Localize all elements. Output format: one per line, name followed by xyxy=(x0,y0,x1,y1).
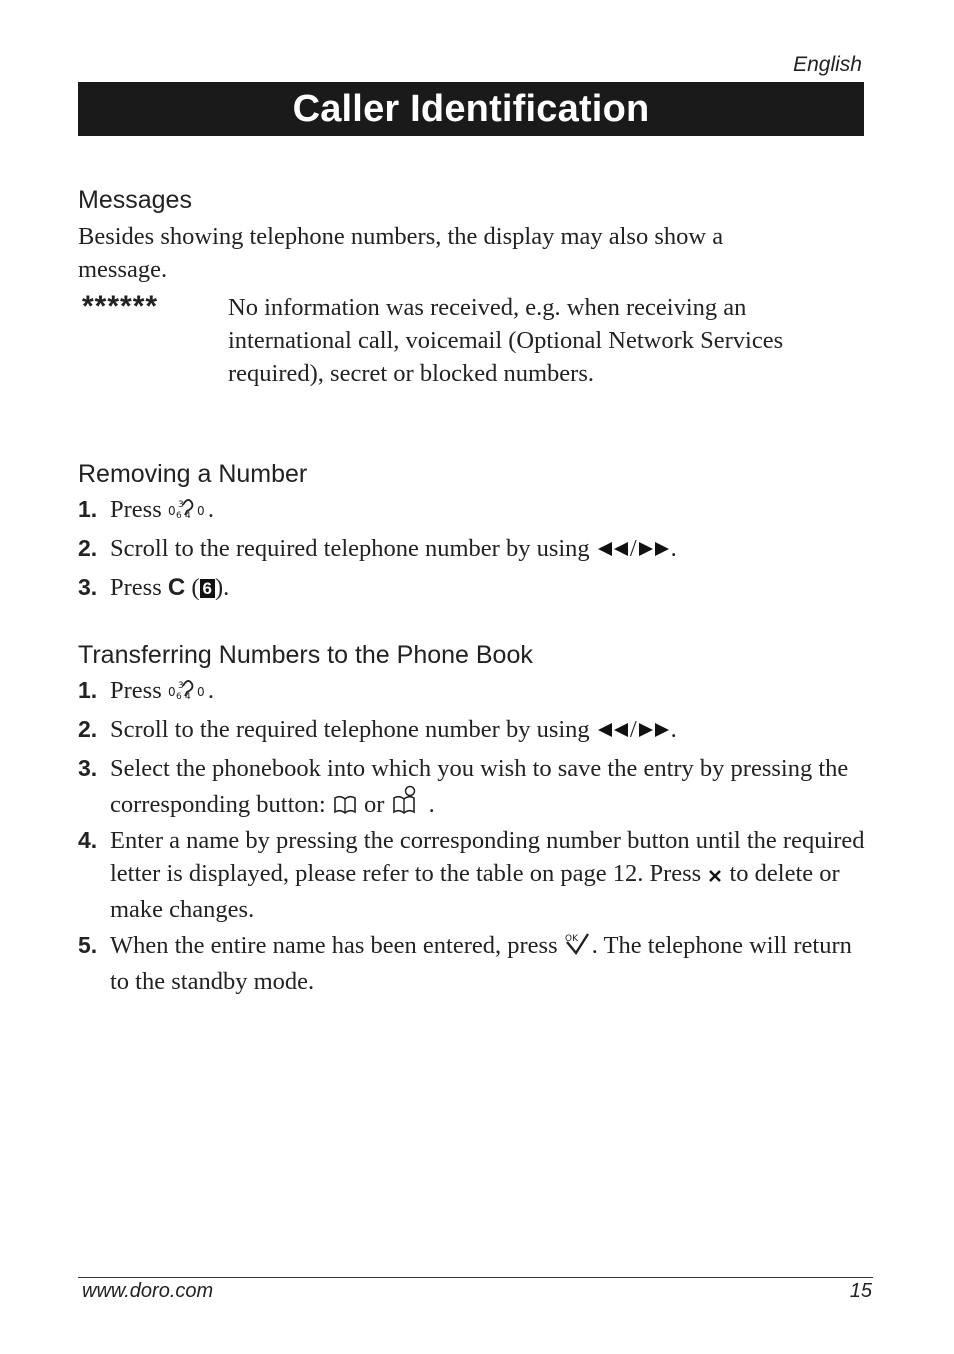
messages-intro: Besides showing telephone numbers, the display may also show a message. xyxy=(78,223,724,283)
key-6-icon: 6 xyxy=(200,579,215,598)
step-number: 4. xyxy=(78,827,98,853)
personal-phonebook-icon xyxy=(391,785,423,824)
step-text: Scroll to the required telephone number by using xyxy=(110,716,596,743)
step-text: Select the phonebook into which you wish to save the entry by pressing the corresponding button: xyxy=(110,755,849,818)
step-text: Press xyxy=(110,574,168,601)
step-text: Press xyxy=(110,496,168,523)
stars-symbol: ****** xyxy=(82,290,159,323)
stars-description: No information was received, e.g. when receiving an international call, voicemail (Optional Network Services required), secret or blocked numbers. xyxy=(228,294,784,387)
footer-divider xyxy=(78,1277,873,1278)
scroll-forward-icon xyxy=(637,716,671,749)
svg-text:4: 4 xyxy=(184,692,191,701)
step-text: Press xyxy=(110,677,168,704)
transfer-heading: Transferring Numbers to the Phone Book xyxy=(78,641,533,669)
svg-text:6: 6 xyxy=(175,692,182,701)
caller-list-icon xyxy=(168,496,208,529)
c-key-label: C xyxy=(167,574,186,601)
step-number: 2. xyxy=(78,716,98,742)
messages-heading: Messages xyxy=(78,186,192,214)
svg-text:4: 4 xyxy=(184,511,191,520)
svg-text:OK: OK xyxy=(564,934,578,944)
delete-x-icon xyxy=(707,860,723,893)
language-label: English xyxy=(793,53,862,76)
page-number: 15 xyxy=(849,1280,872,1302)
svg-text:0: 0 xyxy=(167,685,176,699)
svg-text:0: 0 xyxy=(196,685,205,699)
scroll-back-icon xyxy=(596,535,630,568)
step-text: Enter a name by pressing the corresponding number button until the required letter is displayed, please refer to the table on page 12. Press xyxy=(110,827,865,887)
step-number: 1. xyxy=(78,677,98,703)
svg-text:3: 3 xyxy=(177,500,184,510)
step-number: 3. xyxy=(78,755,98,781)
scroll-back-icon xyxy=(596,716,630,749)
removing-heading: Removing a Number xyxy=(78,460,308,488)
step-text: When the entire name has been entered, press xyxy=(110,932,564,959)
title-bar xyxy=(78,82,864,136)
ok-check-icon xyxy=(564,932,592,965)
step-number: 5. xyxy=(78,932,98,958)
page-title: Caller Identification xyxy=(292,88,650,130)
step-number: 1. xyxy=(78,496,98,522)
footer-url: www.doro.com xyxy=(82,1280,214,1302)
step-text: Scroll to the required telephone number by using xyxy=(110,535,596,562)
step-number: 2. xyxy=(78,535,98,561)
step-number: 3. xyxy=(78,574,98,600)
caller-list-icon xyxy=(168,677,208,710)
svg-text:0: 0 xyxy=(196,504,205,518)
phonebook-icon xyxy=(332,791,358,824)
svg-text:3: 3 xyxy=(177,681,184,691)
svg-text:6: 6 xyxy=(175,511,182,520)
scroll-forward-icon xyxy=(637,535,671,568)
svg-text:0: 0 xyxy=(167,504,176,518)
